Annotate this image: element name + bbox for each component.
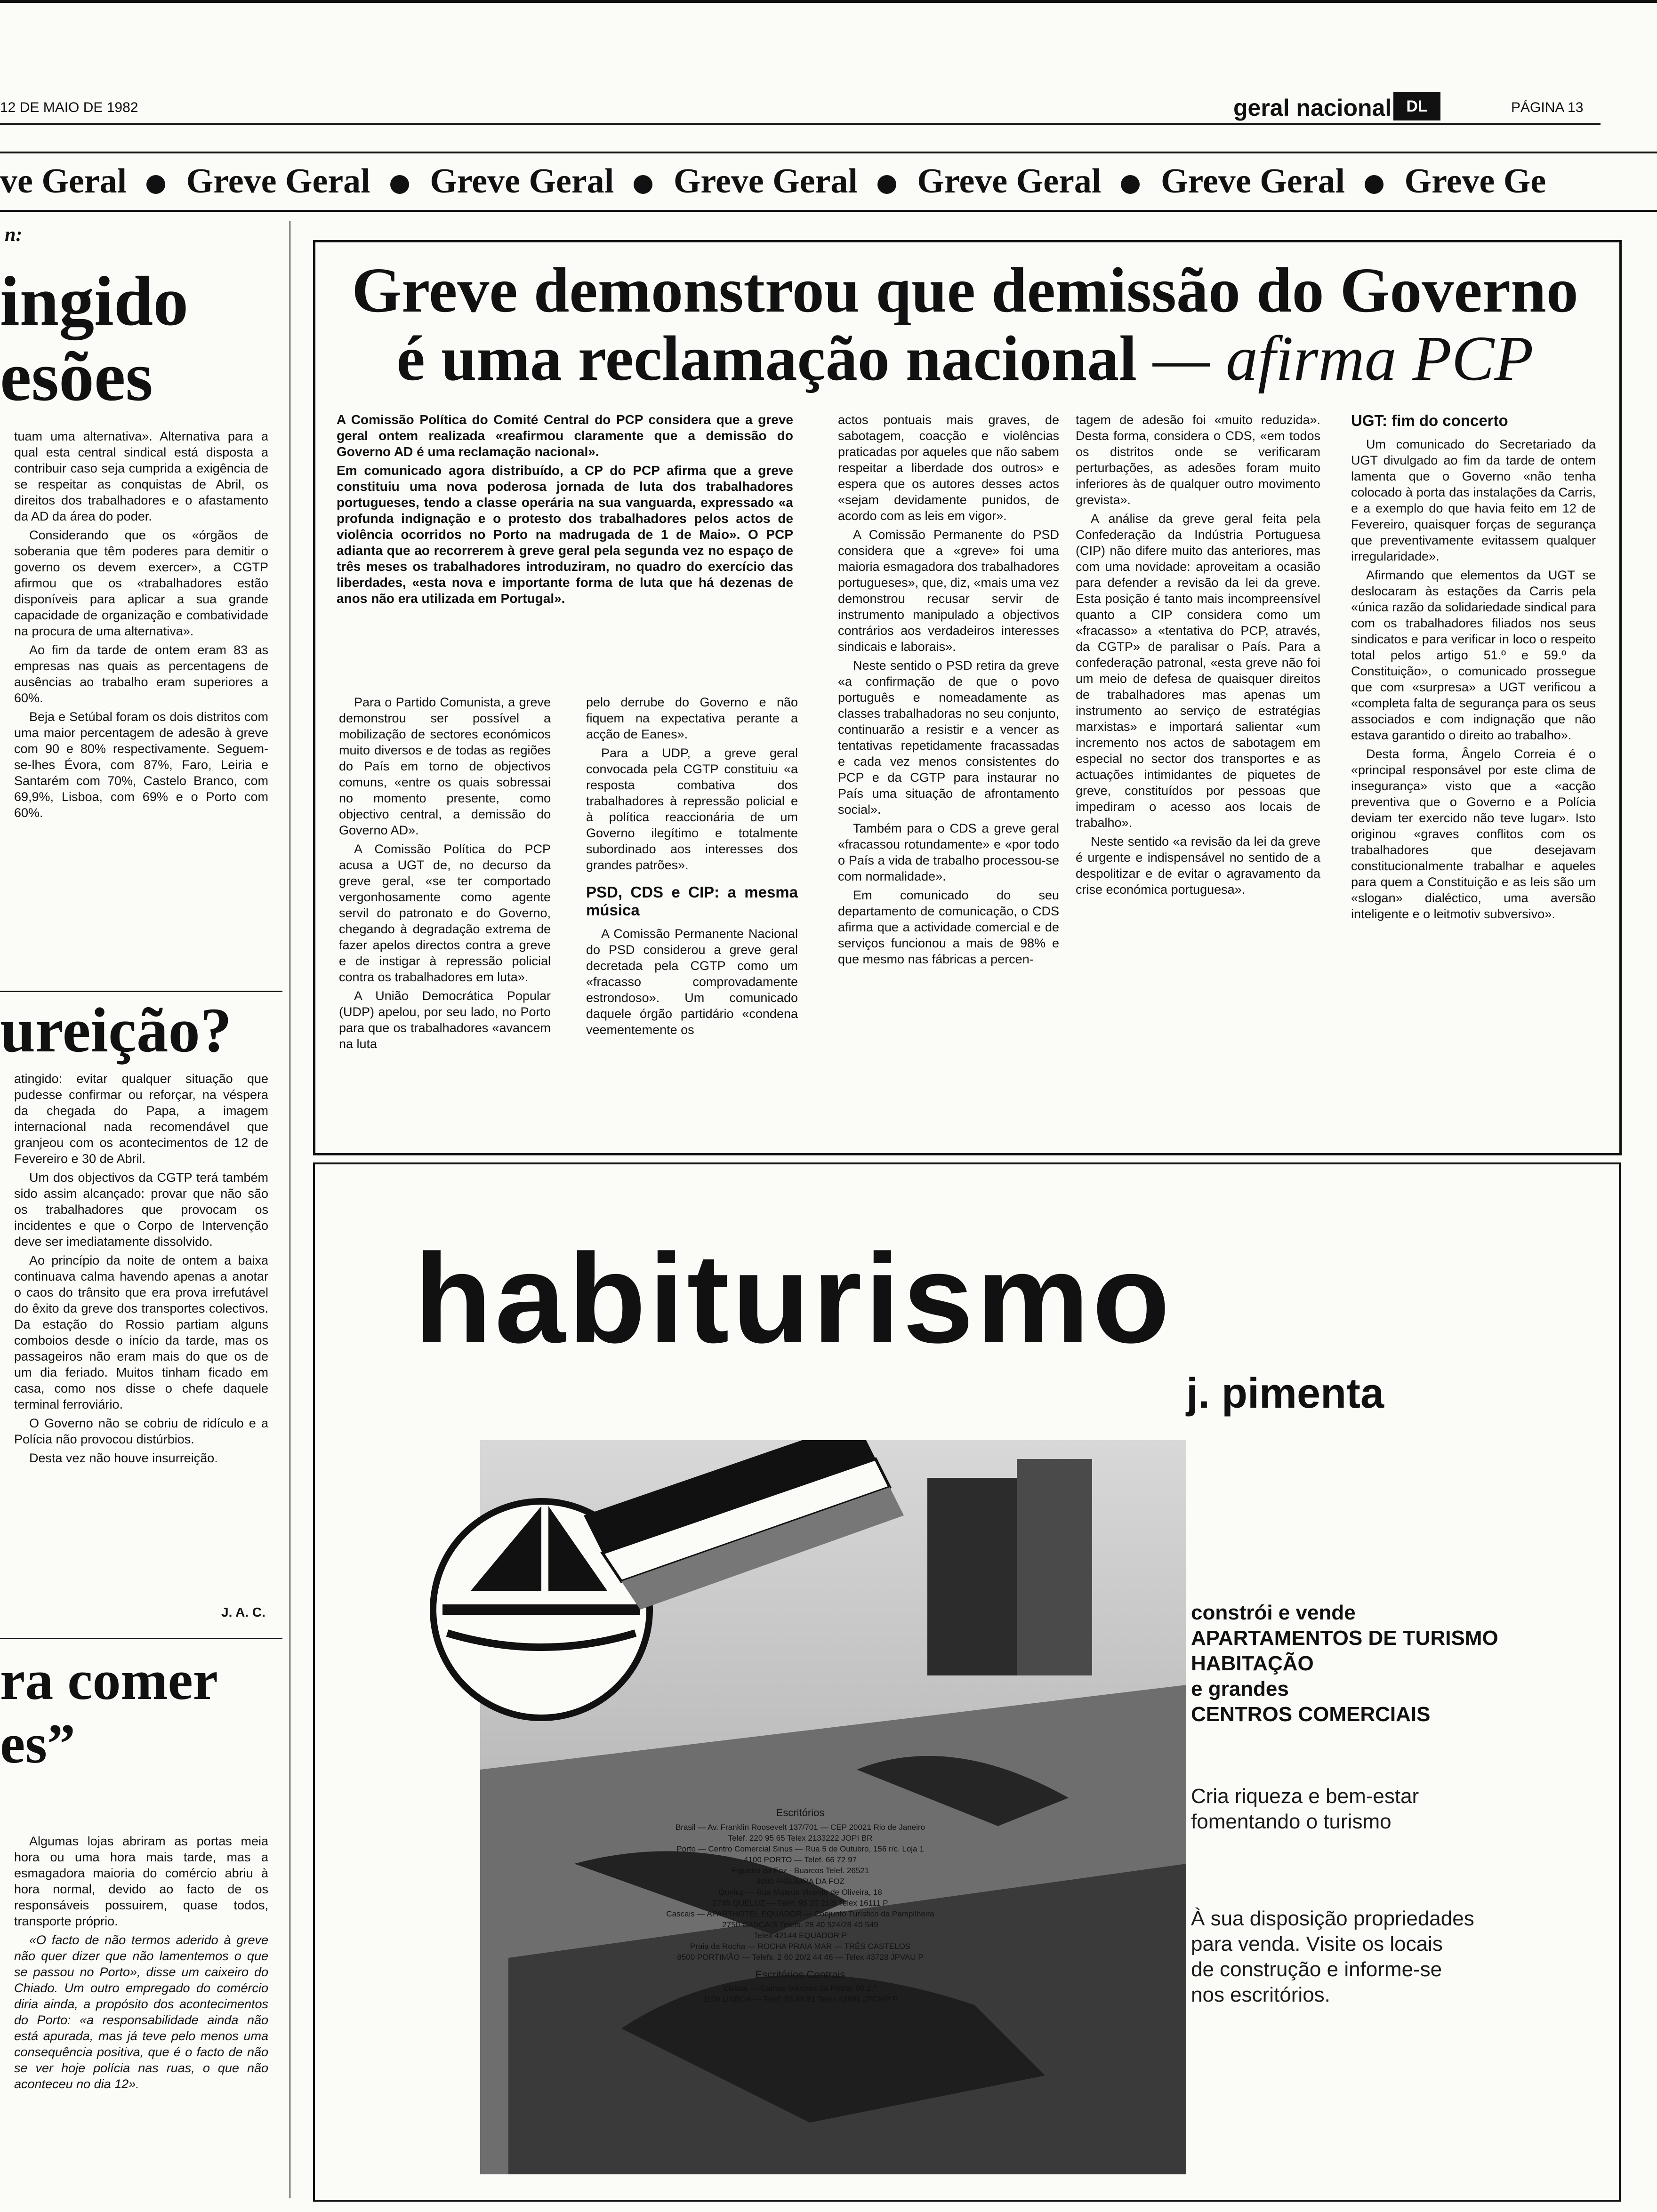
article-col-2 (586, 694, 798, 1041)
top-border (0, 0, 1657, 3)
left-headline-2: esões (0, 337, 153, 416)
paragraph: A União Democrática Popular (UDP) apelou, por seu lado, no Porto para que os trabalhadores «avancem na luta (339, 989, 551, 1051)
paragraph: A análise da greve geral feita pela Confederação da Indústria Portuguesa (CIP) não difere muito das anteriores, mas com uma novidade: aproveitam a ocasião para defender a revisão da lei da greve. Esta posição é tanto mais incompreensível quanto a CIP considera como um «fracasso» a «tentativa do PCP, através, da CGTP» de paralisar o País. Para a confederação patronal, «esta greve não foi um meio de defesa de quaisquer direitos de trabalhadores mas apenas um instrumento ao serviço de estratégias marxistas» e importará salientar «um incremento nos actos de sabotagem em especial no sector dos transportes e as actuações intimidantes de piquetes de greve, constituídos por pessoas que impediram o acesso aos locais de trabalho». (1076, 512, 1320, 830)
article-col-4 (1076, 412, 1320, 900)
banner-item: Greve Geral (430, 162, 614, 200)
office-line: 3080 FIGUEIRA DA FOZ (756, 1877, 845, 1886)
bullet-icon (1365, 175, 1384, 194)
ad-tagline (1191, 1600, 1605, 1727)
lead-paragraph: A Comissão Política do Comité Central do PCP considera que a greve geral ontem realizada «reafirmou claramente que a demissão do Governo AD é uma reclamação nacional». (337, 412, 793, 459)
ad-brand: habiturismo (414, 1228, 1173, 1370)
office-line: 2750 CASCAIS Telefs. 28 40 524/28 40 549 (722, 1920, 878, 1929)
paragraph: Neste sentido o PSD retira da greve «a confirmação de que o povo português e nomeadamente as classes trabalhadoras no seu conjunto, continuarão a resistir e a vencer as tentativas repetidamente fracassadas e cada vez menos consistentes do PCP e da CGTP para instaurar no País uma situação de afrontamento social». (838, 658, 1059, 817)
office-line: 2745 QUELUZ — Telef. 95 20 21/5 Telex 16111 P (712, 1899, 888, 1907)
paragraph: A Comissão Permanente Nacional do PSD considerou a greve geral decretada pela CGTP como um «fracasso comprovadamente estrondoso». Um comunicado daquele órgão partidário «condena veementemente os (586, 927, 798, 1037)
left-divider (0, 991, 282, 992)
paragraph: A Comissão Permanente do PSD considera que a «greve» foi uma maioria esmagadora dos trabalhadores portugueses», que, diz, «mais uma vez demonstrou recusar servir de instrumento manipulado a objectivos contrários aos verdadeiros interesses sindicais e laborais». (838, 528, 1059, 654)
office-line: Queluz — Rua Mateus Vicente de Oliveira, 18 (718, 1888, 882, 1897)
ad-info-line-2: para venda. Visite os locais (1191, 1932, 1443, 1956)
greve-geral-banner (0, 152, 1657, 212)
article-col-3 (838, 412, 1059, 970)
paragraph: Neste sentido «a revisão da lei da greve é urgente e indispensável no sentido de a despolitizar e de evitar o agravamento da crise económica portuguesa». (1076, 834, 1320, 897)
ad-tag-line-3: e grandes (1191, 1677, 1289, 1700)
ad-subbrand: j. pimenta (1186, 1370, 1384, 1417)
left-headline-3: ureição? (0, 995, 232, 1066)
paragraph: «O facto de não termos aderido à greve não quer dizer que não lamentemos o que se passou no Porto», disse um caixeiro do Chiado. Um outro empregado do comércio diria ainda, a propósito dos acontecimentos do Porto: «a responsabilidade ainda não está apurada, mas já teve pelo menos uma consequência positiva, que é o facto de não se ver hoje polícia nas ruas, o que não aconteceu no dia 12». (14, 1933, 268, 2091)
article-col-5 (1351, 412, 1596, 925)
paragraph: Desta vez não houve insurreição. (29, 1451, 218, 1465)
bullet-icon (146, 175, 165, 194)
paragraph: Um dos objectivos da CGTP terá também sido assim alcançado: provar que não são os trabalhadores que provocam os incidentes e que o Corpo de Intervenção deve ser imediatamente dissolvido. (14, 1170, 268, 1249)
bullet-icon (390, 175, 409, 194)
paragraph: O Governo não se cobriu de ridículo e a Polícia não provocou distúrbios. (14, 1416, 268, 1446)
left-headline-4: ra comer (0, 1649, 218, 1711)
left-headline-5: es” (0, 1712, 75, 1775)
paragraph: Para a UDP, a greve geral convocada pela CGTP constituiu «a resposta combativa dos trabalhadores à repressão policial e à política reaccionária de um Governo ilegítimo e totalmente subordinado aos interesses dos grandes patrões». (586, 746, 798, 872)
paragraph: actos pontuais mais graves, de sabotagem, coacção e violências praticadas por aqueles que não sabem respeitar a liberdade dos outros» e espera que os autores desses actos «sejam devidamente punidos, de acordo com as leis em vigor». (838, 413, 1059, 523)
banner-item: ve Geral (0, 162, 127, 200)
paragraph: atingido: evitar qualquer situação que pudesse confirmar ou reforçar, na véspera da chegada do Papa, a imagem internacional nada recomendável que granjeou com os acontecimentos de 12 de Fevereiro e 30 de Abril. (14, 1072, 268, 1166)
office-line: 4100 PORTO — Telef. 66 72 97 (743, 1855, 857, 1864)
left-headline-1: ingido (0, 262, 189, 340)
left-divider-2 (0, 1638, 282, 1639)
banner-item: Greve Geral (1160, 162, 1345, 200)
office-line: Praia da Rocha — ROCHA PRAIA MAR — TRÊS CASTELOS (690, 1942, 911, 1951)
ad-slogan-line-2: fomentando o turismo (1191, 1810, 1392, 1833)
office-line: Porto — Centro Comercial Sinus — Rua 5 de Outubro, 156 r/c. Loja 1 (676, 1844, 924, 1853)
bullet-icon (877, 175, 896, 194)
paragraph: Desta forma, Ângelo Correia é o «principal responsável por este clima de insegurança» visto que a «acção preventiva que o Governo e a Polícia deviam ter exercido não teve lugar». Isto originou «graves conflitos com os trabalhadores que desejavam constitucionalmente trabalhar e aqueles para quem a Constituição e as leis são um «slogan» dialéctico, uma aversão inteligente e o leitmotiv subversivo». (1351, 747, 1596, 921)
office-line: Telef. 220 95 65 Telex 2133222 JOPI BR (728, 1834, 873, 1843)
bullet-icon (634, 175, 652, 194)
ad-tag-line-4: CENTROS COMERCIAIS (1191, 1703, 1431, 1726)
article-col-1 (339, 694, 551, 1055)
ad-tag-line-2: HABITAÇÃO (1191, 1652, 1314, 1675)
office-line: Figueira da Foz - Buarcos Telef. 26521 (731, 1866, 869, 1875)
paragraph: Considerando que os «órgãos de soberania que têm poderes para demitir o governo os devem exercer», a CGTP afirmou que os «trabalhadores estão disponíveis para aplicar a sua grande capacidade de organização e combatividade na procura de uma alternativa». (14, 528, 268, 638)
headline-text: é uma reclamação nacional (396, 323, 1137, 394)
paragraph: Ao fim da tarde de ontem eram 83 as empresas nas quais as percentagens de ausências ao trabalho eram superiores a 60%. (14, 643, 268, 705)
paragraph: Para o Partido Comunista, a greve demonstrou ser possível a mobilização de sectores económicos muito diversos e de todas as regiões do País em torno de objectivos comuns, «entre os quais sobressai no momento presente, como objectivo central, a demissão do Governo AD». (339, 695, 551, 837)
left-story-3 (14, 1833, 268, 2095)
office-line: 1100 LISBOA — Telef. 55 88 51 Telex 42681 JPCMP P (703, 1995, 898, 2004)
article-headline (325, 256, 1605, 393)
left-story-1 (14, 428, 268, 824)
office-line: Brasil — Av. Franklin Roosevelt 137/701 — CEP 20021 Rio de Janeiro (675, 1823, 925, 1832)
newspaper-logo: DL (1393, 92, 1440, 120)
paragraph: tuam uma alternativa». Alternativa para a qual esta central sindical está disposta a contribuir caso seja cumprida a exigência de se respeitar as conquistas de Abril, os direitos dos trabalhadores e o afastamento da AD da área do poder. (14, 429, 268, 523)
ad-info-line-1: À sua disposição propriedades (1191, 1907, 1474, 1930)
paragraph: Também para o CDS a greve geral «fracassou rotundamente» e «por todo o País a vida de trabalho processou-se com normalidade». (838, 821, 1059, 883)
story-signature: J. A. C. (221, 1605, 265, 1619)
left-story-2 (14, 1071, 268, 1469)
article-lead (337, 412, 793, 609)
office-line: Lisboa — Campo Mártires da Pátria, 96 2.º (724, 1984, 877, 1993)
bullet-icon (1121, 175, 1140, 194)
headline-line-1: Greve demonstrou que demissão do Governo (352, 255, 1578, 326)
ad-tag-intro: constrói e vende (1191, 1601, 1356, 1624)
paragraph: Em comunicado do seu departamento de comunicação, o CDS afirma que a actividade comercial e de serviços funcionou a mais de 98% e que mesmo nas fábricas a percen- (838, 888, 1059, 966)
banner-item: Greve Geral (673, 162, 858, 200)
subhead-ugt: UGT: fim do concerto (1351, 412, 1508, 429)
paragraph: Ao princípio da noite de ontem a baixa continuava calma havendo apenas a anotar o caos do trânsito que era prova irrefutável do êxito da greve dos transportes colectivos. Da estação do Rossio partiam alguns comboios desde o início da tarde, mas os passageiros não eram mais do que os de um dia feriado. Muitos tinham ficado em casa, como nos disse o chefe daquele terminal ferroviário. (14, 1253, 268, 1411)
paragraph: Afirmando que elementos da UGT se deslocaram às estações da Carris pela «única razão da solidariedade sindical para com os trabalhadores filiados nos seus sindicatos e para verificar in loco o respeito total pelos artigo 51.º e 59.º da Constituição», o comunicado prossegue que com «surpresa» a UGT verificou a «completa falta de segurança para os seus associados e com indignação que não estava garantido o direito ao trabalho». (1351, 568, 1596, 742)
banner-item: Greve Geral (917, 162, 1102, 200)
masthead-rule (0, 123, 1601, 125)
ad-info (1191, 1906, 1605, 2008)
left-kicker: n: (5, 224, 23, 246)
offices-title: Escritórios (776, 1807, 825, 1819)
headline-line-2 (325, 325, 1605, 393)
headline-attribution: — afirma PCP (1153, 323, 1534, 394)
office-line: Telex 42144 EQUADOR P (753, 1931, 847, 1940)
paragraph: Um comunicado do Secretariado da UGT divulgado ao fim da tarde de ontem lamenta que o Governo «não tenha colocado à porta das instalações da Carris, e a exemplo do que havia feito em 12 de Fevereiro, quaisquer forças de segurança que preventivamente evitassem qualquer irregularidade». (1351, 437, 1596, 563)
paragraph: pelo derrube do Governo e não fiquem na expectativa perante a acção de Eanes». (586, 695, 798, 741)
ad-slogan-line-1: Cria riqueza e bem-estar (1191, 1785, 1419, 1808)
office-line: 8500 PORTIMÃO — Telefs. 2 60 20/2 44 46 — Telex 43728 JPVAU P (677, 1953, 924, 1962)
lead-paragraph: Em comunicado agora distribuído, a CP do PCP afirma que a greve constituiu uma nova poderosa jornada de luta dos trabalhadores portugueses, tendo a classe operária na sua vanguarda, expressado «a profunda indignação e o protesto dos trabalhadores pelos actos de violência ocorridos no Porto na madrugada de 1 de Maio». O PCP adianta que ao recorrerem à greve geral pela segunda vez no espaço de três meses os trabalhadores introduziram, no quadro do exercício das liberdades, «esta nova e importante forma de luta que há dezenas de anos não era utilizada em Portugal». (337, 463, 793, 606)
ad-tag-line-1: APARTAMENTOS DE TURISMO (1191, 1627, 1498, 1650)
paragraph: Beja e Setúbal foram os dois distritos com uma maior percentagem de adesão à greve com 90 e 80% respectivamente. Seguem-se-lhes Évora, com 87%, Faro, Leiria e Santarém com 70%, Castelo Branco, com 69,9%, Lisboa, com 69% e o Porto com 60%. (14, 710, 268, 820)
ad-offices (588, 1807, 1012, 2004)
subhead-psd-cds-cip: PSD, CDS e CIP: a mesma música (586, 883, 798, 919)
paragraph: Algumas lojas abriram as portas meia hora ou uma hora mais tarde, mas a esmagadora maioria do comércio abriu à hora normal, devido ao facto de os responsáveis possuirem, quase todos, transporte próprio. (14, 1834, 268, 1928)
section-name: geral nacional (1233, 95, 1392, 121)
ad-slogan (1191, 1784, 1605, 1835)
banner-item: Greve Geral (186, 162, 370, 200)
ad-info-line-3: de construção e informe-se (1191, 1958, 1442, 1981)
paragraph: tagem de adesão foi «muito reduzida». Desta forma, considera o CDS, «em todos os distritos onde se verificaram perturbações, as adesões foram muito inferiores às de qualquer outro movimento grevista». (1076, 413, 1320, 507)
banner-item: Greve Ge (1404, 162, 1546, 200)
central-offices-title: Escritórios Centrais (755, 1969, 845, 1980)
issue-date: 12 DE MAIO DE 1982 (0, 100, 138, 115)
paragraph: A Comissão Política do PCP acusa a UGT de, no decurso da greve geral, «se ter comportado vergonhosamente como agente servil do patronato e do Governo, chegando à degradação extrema de fazer apelos directos contra a greve e de instigar à repressão policial contra os trabalhadores em luta». (339, 842, 551, 984)
ad-info-line-4: nos escritórios. (1191, 1983, 1330, 2006)
office-line: Cascais — APARTHOTEL EQUADOR — Conjunto Turístico da Pampilheira (666, 1909, 934, 1918)
page-number: PÁGINA 13 (1511, 100, 1584, 115)
